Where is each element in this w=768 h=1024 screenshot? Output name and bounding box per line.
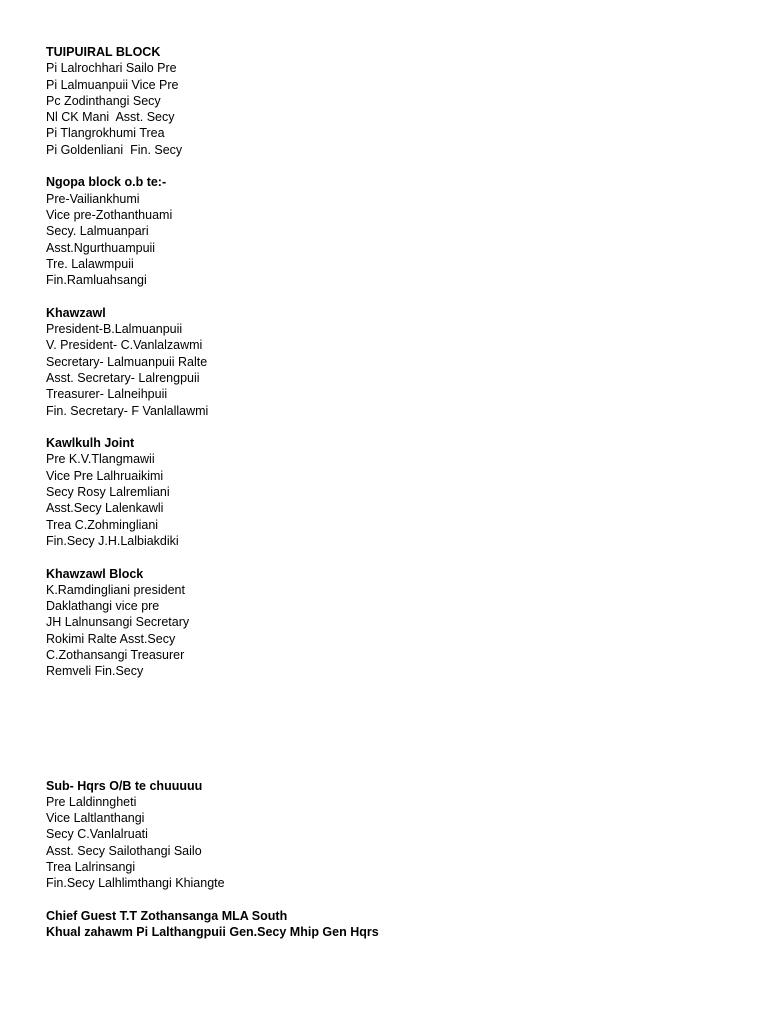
section-block bbox=[46, 435, 746, 549]
section-line: Treasurer- Lalneihpuii bbox=[46, 387, 168, 402]
section-line: Pre K.V.Tlangmawii bbox=[46, 452, 155, 467]
section-line: Remveli Fin.Secy bbox=[46, 664, 144, 679]
section-heading: Khawzawl Block bbox=[46, 566, 144, 581]
section-line: Asst. Secy Sailothangi Sailo bbox=[46, 843, 202, 858]
section-line: Vice pre-Zothanthuami bbox=[46, 207, 173, 222]
section-line: Vice Pre Lalhruaikimi bbox=[46, 468, 164, 483]
section-line: Asst. Secretary- Lalrengpuii bbox=[46, 370, 200, 385]
section-line: Vice Laltlanthangi bbox=[46, 811, 145, 826]
section-line: Rokimi Ralte Asst.Secy bbox=[46, 631, 176, 646]
section-line: Asst.Secy Lalenkawli bbox=[46, 501, 164, 516]
section-block bbox=[46, 305, 746, 419]
section-line: Pi Goldenliani Fin. Secy bbox=[46, 142, 183, 157]
section-line: Pi Tlangrokhumi Trea bbox=[46, 126, 165, 141]
section-line: V. President- C.Vanlalzawmi bbox=[46, 338, 203, 353]
section-line: Fin. Secretary- F Vanlallawmi bbox=[46, 403, 209, 418]
section-line: Asst.Ngurthuampuii bbox=[46, 240, 156, 255]
section-block bbox=[46, 566, 746, 680]
section-line: Pi Lalmuanpuii Vice Pre bbox=[46, 77, 179, 92]
section-line: Fin.Secy Lalhlimthangi Khiangte bbox=[46, 876, 225, 891]
section-heading: Sub- Hqrs O/B te chuuuuu bbox=[46, 778, 203, 793]
section-block bbox=[46, 174, 746, 288]
section-line: JH Lalnunsangi Secretary bbox=[46, 615, 190, 630]
section-block bbox=[46, 908, 746, 941]
section-line: Trea C.Zohmingliani bbox=[46, 517, 159, 532]
section-heading: Khawzawl bbox=[46, 305, 106, 320]
section-line: Secy C.Vanlalruati bbox=[46, 827, 148, 842]
section-line: C.Zothansangi Treasurer bbox=[46, 647, 185, 662]
section-line: Pi Lalrochhari Sailo Pre bbox=[46, 61, 177, 76]
section-line: Pc Zodinthangi Secy bbox=[46, 93, 161, 108]
section-line: Pre Laldinngheti bbox=[46, 794, 137, 809]
section-line: Fin.Secy J.H.Lalbiakdiki bbox=[46, 533, 179, 548]
section-heading: Kawlkulh Joint bbox=[46, 436, 135, 451]
section-block bbox=[46, 44, 746, 158]
section-line: Daklathangi vice pre bbox=[46, 599, 160, 614]
document-body bbox=[46, 44, 746, 957]
section-line: K.Ramdingliani president bbox=[46, 582, 185, 597]
section-line: Nl CK Mani Asst. Secy bbox=[46, 110, 175, 125]
section-line: Trea Lalrinsangi bbox=[46, 860, 136, 875]
section-line: Khual zahawm Pi Lalthangpuii Gen.Secy Mhip Gen Hqrs bbox=[46, 925, 379, 940]
section-line: Pre-Vailiankhumi bbox=[46, 191, 140, 206]
section-line: Secretary- Lalmuanpuii Ralte bbox=[46, 354, 208, 369]
section-line: Secy Rosy Lalremliani bbox=[46, 485, 170, 500]
section-line: Fin.Ramluahsangi bbox=[46, 273, 147, 288]
section-block bbox=[46, 778, 746, 892]
section-line: Tre. Lalawmpuii bbox=[46, 256, 134, 271]
section-heading: Chief Guest T.T Zothansanga MLA South bbox=[46, 908, 288, 923]
section-heading: TUIPUIRAL BLOCK bbox=[46, 45, 161, 59]
section-heading: Ngopa block o.b te:- bbox=[46, 175, 167, 190]
section-line: Secy. Lalmuanpari bbox=[46, 224, 149, 239]
section-line: President-B.Lalmuanpuii bbox=[46, 322, 183, 337]
